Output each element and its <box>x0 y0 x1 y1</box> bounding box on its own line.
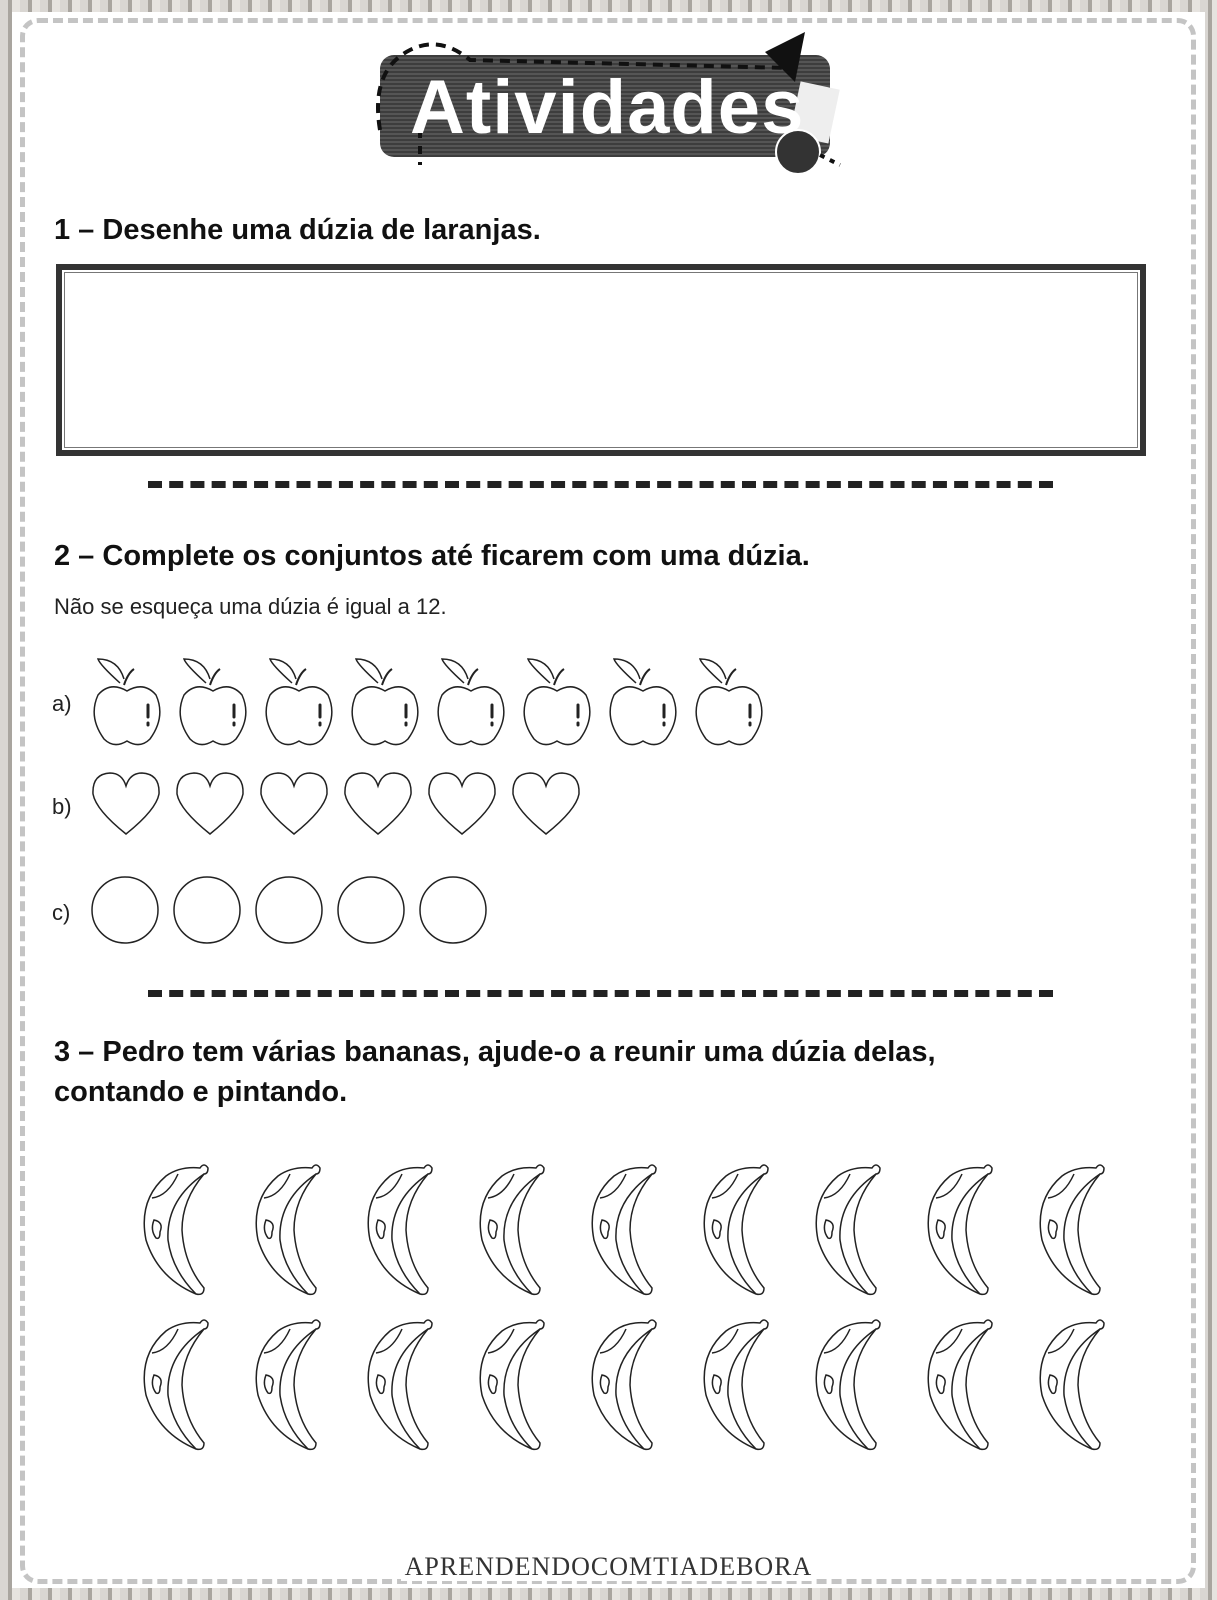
banana-icon[interactable] <box>362 1160 436 1305</box>
banana-icon[interactable] <box>586 1315 660 1460</box>
divider <box>148 481 1053 488</box>
apple-icon[interactable] <box>90 655 164 752</box>
question-2-hint: Não se esqueça uma dúzia é igual a 12. <box>54 594 447 619</box>
set-row <box>52 770 582 843</box>
set-row <box>52 655 766 752</box>
divider <box>148 990 1053 997</box>
banana-icon[interactable] <box>362 1315 436 1460</box>
banana-icon[interactable] <box>810 1315 884 1460</box>
banana-row <box>138 1160 1108 1305</box>
apple-icon[interactable] <box>262 655 336 752</box>
footer-watermark <box>0 1552 1217 1582</box>
set-row <box>52 875 488 950</box>
banana-icon[interactable] <box>698 1160 772 1305</box>
question-3-title-line2: contando e pintando. <box>54 1076 348 1108</box>
set-label: c) <box>52 899 71 925</box>
heart-icon[interactable] <box>258 770 330 843</box>
apple-icon[interactable] <box>692 655 766 752</box>
set-label: a) <box>52 690 72 716</box>
heart-icon[interactable] <box>426 770 498 843</box>
banana-icon[interactable] <box>474 1160 548 1305</box>
apple-icon[interactable] <box>520 655 594 752</box>
banana-icon[interactable] <box>250 1160 324 1305</box>
apple-icon[interactable] <box>176 655 250 752</box>
footer-text: APRENDENDOCOMTIADEBORA <box>401 1552 817 1581</box>
banana-icon[interactable] <box>922 1160 996 1305</box>
heart-icon[interactable] <box>90 770 162 843</box>
banana-icon[interactable] <box>250 1315 324 1460</box>
circle-icon[interactable] <box>254 875 324 950</box>
banana-icon[interactable] <box>810 1160 884 1305</box>
banana-icon[interactable] <box>138 1315 212 1460</box>
set-label: b) <box>52 793 72 819</box>
banana-row <box>138 1315 1108 1460</box>
banana-icon[interactable] <box>922 1315 996 1460</box>
circle-icon[interactable] <box>90 875 160 950</box>
circle-icon[interactable] <box>418 875 488 950</box>
circle-icon[interactable] <box>336 875 406 950</box>
banana-icon[interactable] <box>698 1315 772 1460</box>
apple-icon[interactable] <box>606 655 680 752</box>
circle-icon[interactable] <box>172 875 242 950</box>
drawing-area[interactable] <box>56 264 1146 456</box>
banana-icon[interactable] <box>1034 1160 1108 1305</box>
apple-icon[interactable] <box>434 655 508 752</box>
banana-icon[interactable] <box>474 1315 548 1460</box>
apple-icon[interactable] <box>348 655 422 752</box>
heart-icon[interactable] <box>342 770 414 843</box>
heart-icon[interactable] <box>174 770 246 843</box>
question-1-title: 1 – Desenhe uma dúzia de laranjas. <box>54 214 541 246</box>
heart-icon[interactable] <box>510 770 582 843</box>
banana-icon[interactable] <box>138 1160 212 1305</box>
question-2-title: 2 – Complete os conjuntos até ficarem com uma dúzia. <box>54 540 810 572</box>
question-3-title-line1: 3 – Pedro tem várias bananas, ajude-o a reunir uma dúzia delas, <box>54 1036 936 1068</box>
banana-icon[interactable] <box>586 1160 660 1305</box>
banana-icon[interactable] <box>1034 1315 1108 1460</box>
page-title: Atividades <box>410 65 805 150</box>
